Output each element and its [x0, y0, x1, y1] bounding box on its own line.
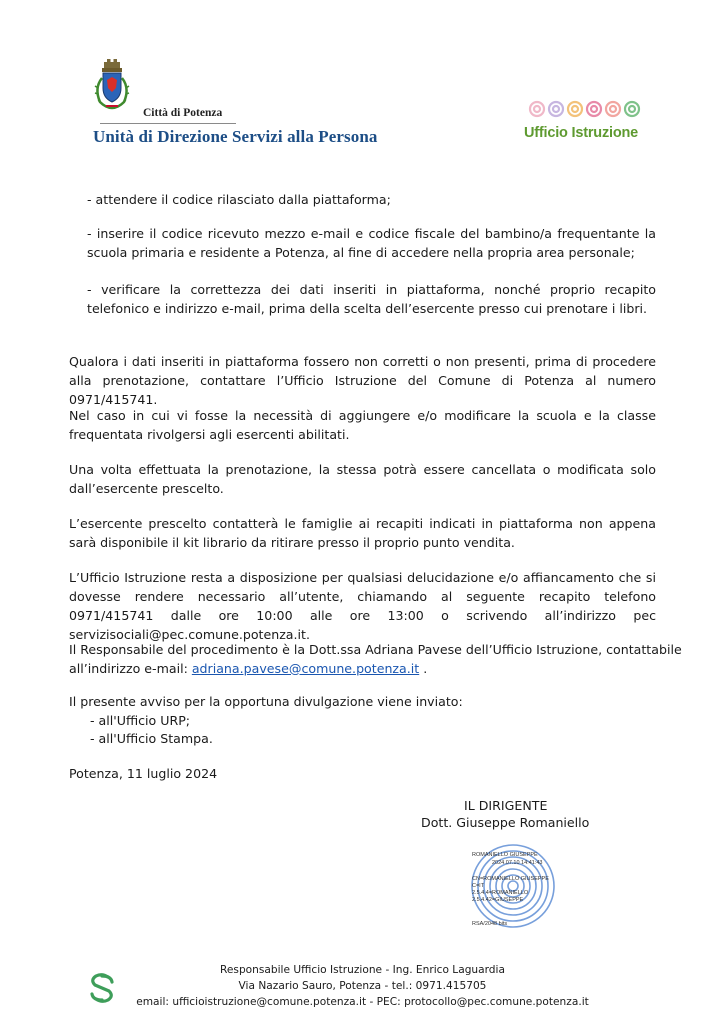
place-date: Potenza, 11 luglio 2024: [69, 766, 218, 781]
stamp-signer: ROMANIELLO GIUSEPPE: [472, 852, 538, 858]
responsible-line: Il Responsabile del procedimento è la Dott.ssa Adriana Pavese dell’Ufficio Istruzione, contattabile: [69, 642, 682, 657]
stamp-country: C=IT: [472, 883, 485, 889]
distribution-item-urp: - all'Ufficio URP;: [90, 713, 191, 728]
paragraph-retailer-contact: L’esercente prescelto contatterà le famiglie ai recapiti indicati in piattaforma non appena sarà disponibile il kit librario da ritirare presso il proprio punto vendita.: [69, 516, 656, 550]
stamp-surname: 2.5.4.4=ROMANIELLO: [472, 890, 529, 896]
email-prefix: all’indirizzo e-mail:: [69, 661, 192, 676]
city-crest-icon: [92, 58, 132, 112]
paragraph-distribution: Il presente avviso per la opportuna divulgazione viene inviato:: [69, 694, 463, 709]
step-insert-code: - inserire il codice ricevuto mezzo e-mail e codice fiscale del bambino/a frequentante la scuola primaria e residente a Potenza, al fine di accedere nella propria area personale;: [87, 226, 656, 260]
ufficio-istruzione-logo-icon: [527, 96, 643, 122]
step-wait-code: - attendere il codice rilasciato dalla piattaforma;: [87, 192, 391, 207]
footer-contacts: email: ufficioistruzione@comune.potenza.it - PEC: protocollo@pec.comune.potenza.it: [136, 996, 589, 1008]
email-suffix: .: [419, 661, 428, 676]
paragraph-office-availability: L’Ufficio Istruzione resta a disposizione per qualsiasi delucidazione e/o affiancamento che si dovesse rendere necessario all’utente, chiamando al seguente recapito telefono 0971/415741 dalle ore 10:00 alle ore 13:00 o scrivendo all’indirizzo pec servizisociali@pec.comune.potenza.it.: [69, 570, 656, 642]
office-name: Ufficio Istruzione: [524, 125, 639, 141]
step-verify-data: - verificare la correttezza dei dati inseriti in piattaforma, nonché proprio recapito telefonico e indirizzo e-mail, prima della scelta dell’esercente presso cui prenotare i libri.: [87, 282, 656, 316]
signature-title: IL DIRIGENTE: [464, 798, 548, 813]
department-name: Unità di Direzione Servizi alla Persona: [93, 127, 378, 146]
footer-address: Via Nazario Sauro, Potenza - tel.: 0971.415705: [238, 980, 487, 992]
stamp-timestamp: 2024.07.10 14:41:43: [492, 860, 543, 866]
paragraph-responsible: [69, 640, 682, 678]
responsible-email-link[interactable]: adriana.pavese@comune.potenza.it: [191, 661, 420, 676]
paragraph-modify-school: Nel caso in cui vi fosse la necessità di aggiungere e/o modificare la scuola e la classe frequentata rivolgersi agli esercenti abilitati.: [69, 408, 656, 442]
distribution-item-stampa: - all'Ufficio Stampa.: [90, 731, 213, 746]
header-divider: [100, 123, 236, 124]
stamp-cn: CN=ROMANIELLO GIUSEPPE: [472, 876, 549, 882]
city-name: Città di Potenza: [143, 107, 223, 119]
stamp-givenname: 2.5.4.42=GIUSEPPE: [472, 897, 524, 903]
paragraph-incorrect-data: Qualora i dati inseriti in piattaforma fossero non corretti o non presenti, prima di procedere alla prenotazione, contattare l’Ufficio Istruzione del Comune di Potenza al numero 0971/415741.: [69, 354, 656, 407]
responsible-email-line: [69, 659, 656, 678]
stamp-key: RSA/2048 bits: [472, 921, 508, 927]
paragraph-cancel-booking: Una volta effettuata la prenotazione, la stessa potrà essere cancellata o modificata solo dall’esercente prescelto.: [69, 462, 656, 496]
footer-responsible: Responsabile Ufficio Istruzione - Ing. Enrico Laguardia: [220, 964, 505, 976]
signature-name: Dott. Giuseppe Romaniello: [421, 815, 590, 830]
